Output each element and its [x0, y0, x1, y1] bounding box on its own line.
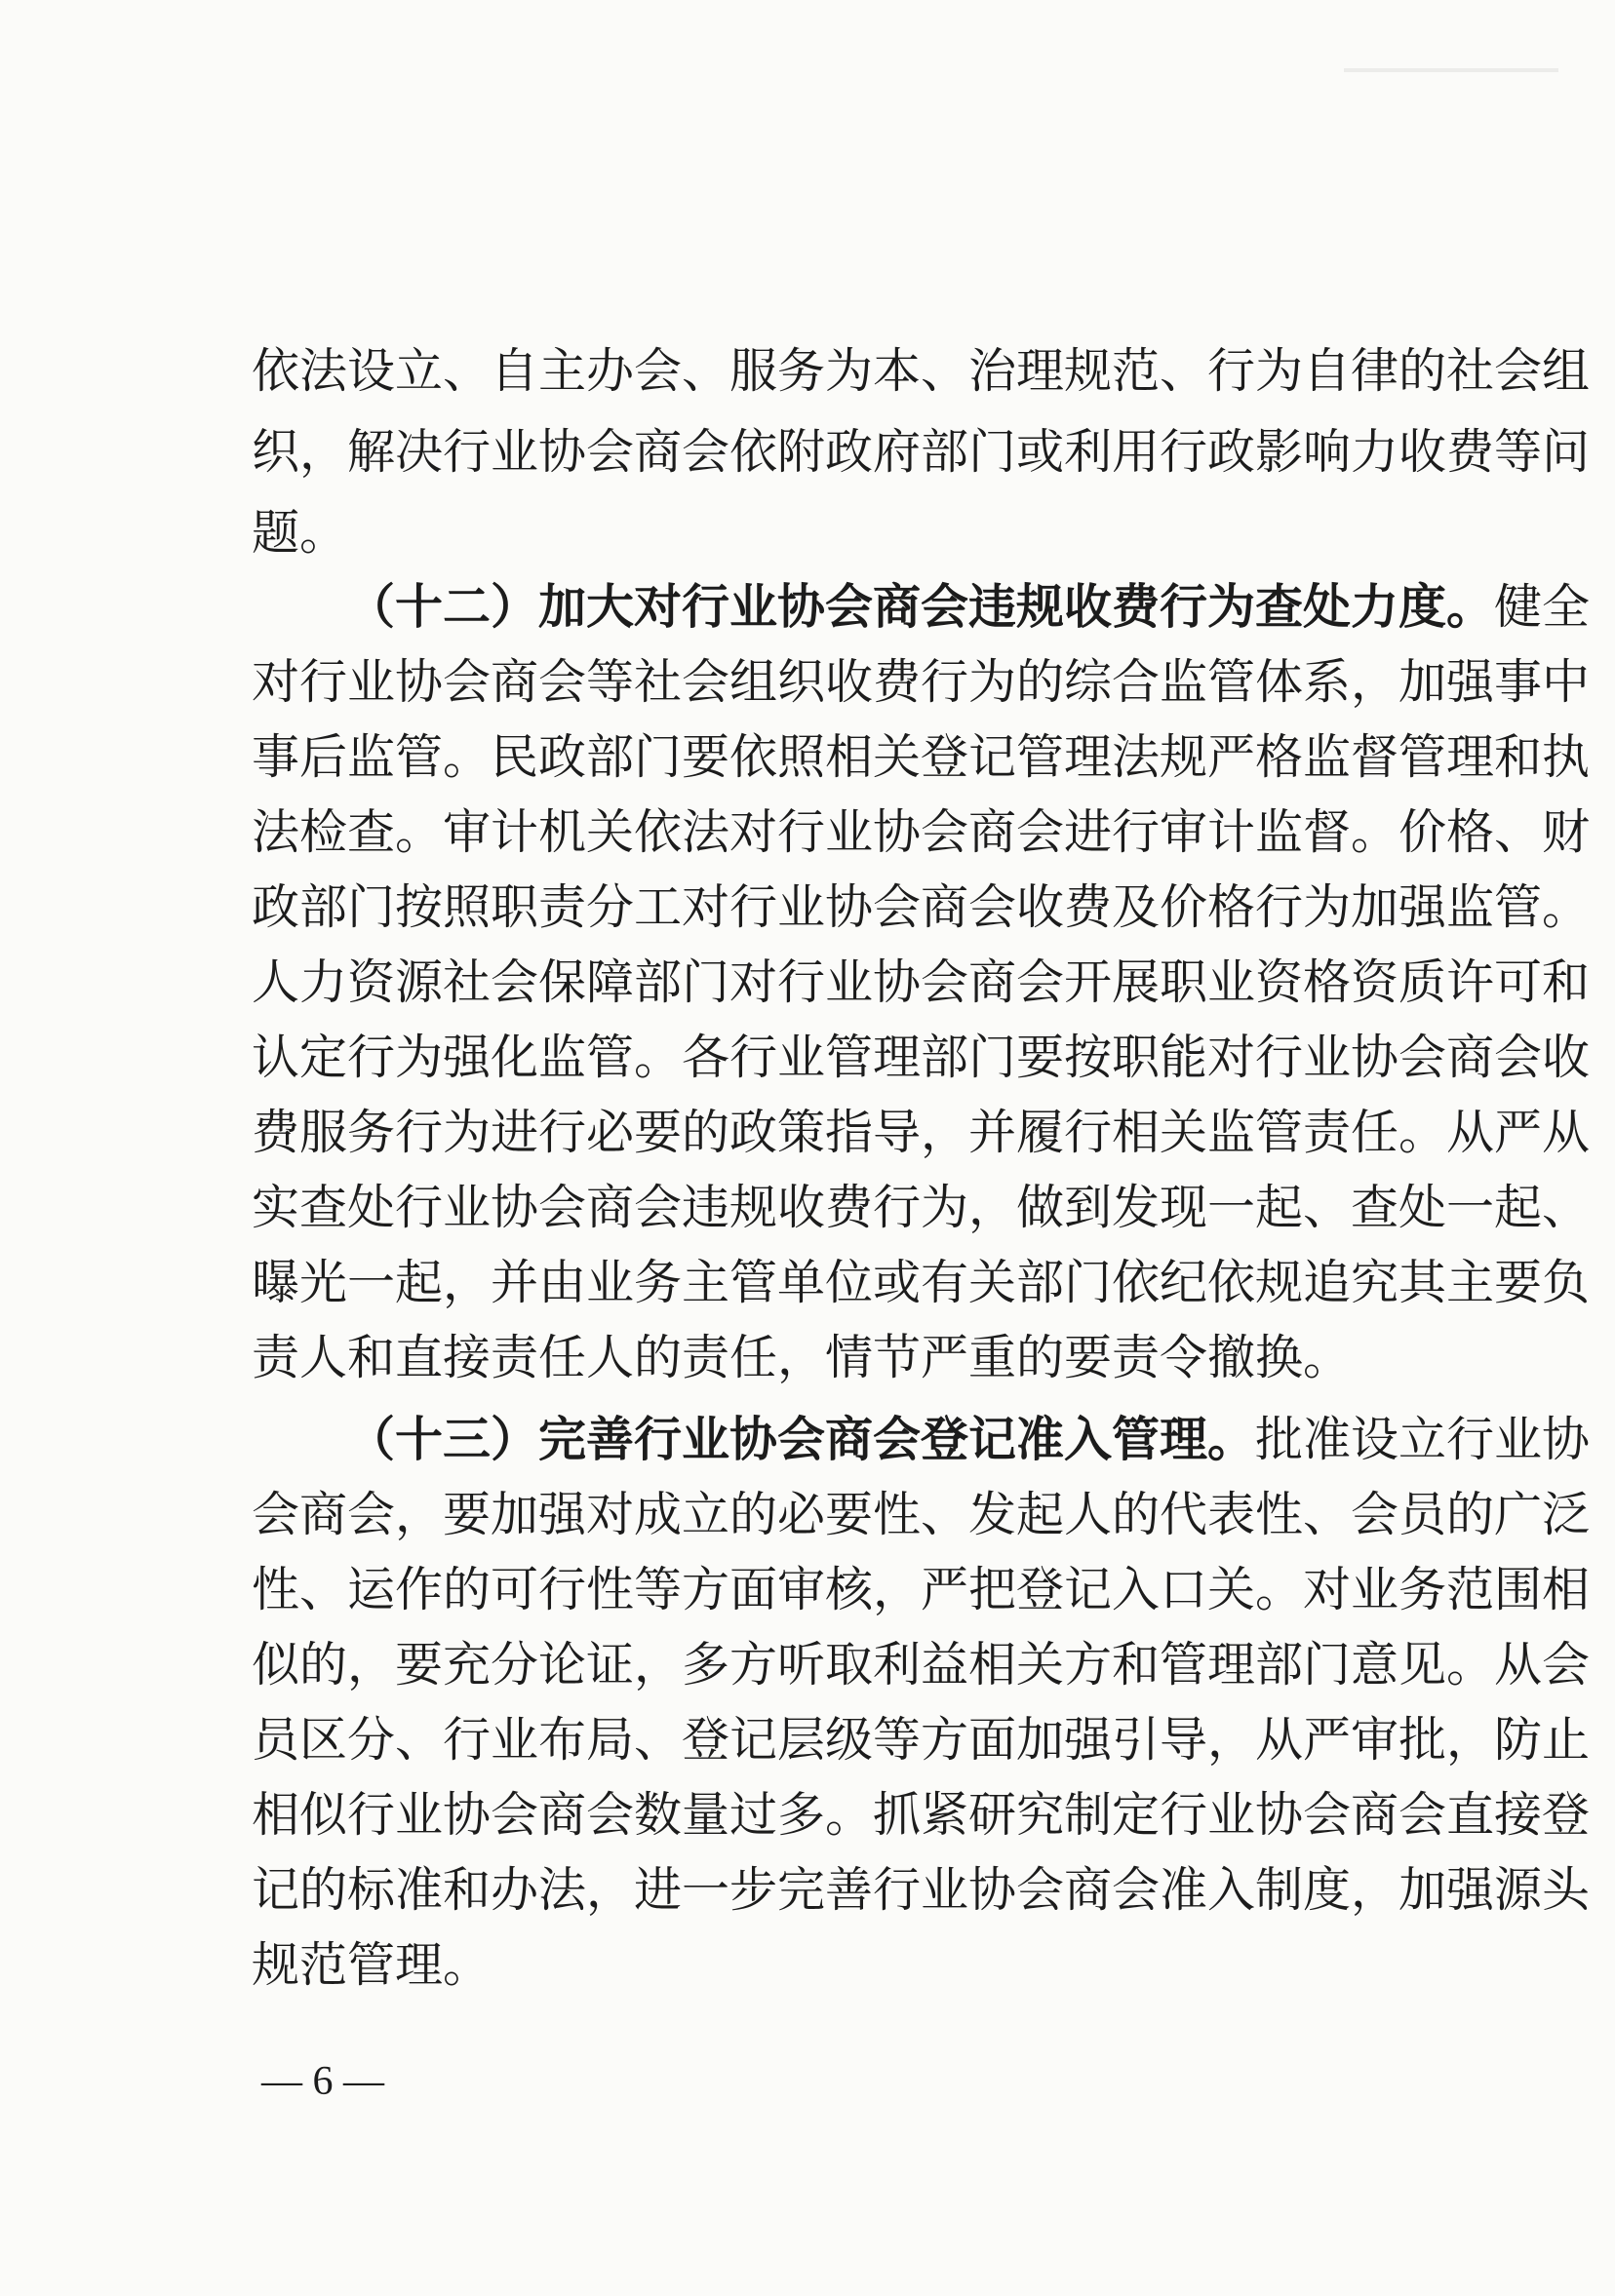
paragraph-line: 记的标准和办法，进一步完善行业协会商会准入制度，加强源头 — [252, 1862, 1591, 1918]
paragraph-line: 曝光一起，并由业务主管单位或有关部门依纪依规追究其主要负 — [252, 1255, 1591, 1310]
paragraph-line: 相似行业协会商会数量过多。抓紧研究制定行业协会商会直接登 — [252, 1787, 1591, 1843]
section-12-lead: 健全 — [1494, 579, 1591, 635]
paragraph-line: 实查处行业协会商会违规收费行为，做到发现一起、查处一起、 — [252, 1180, 1591, 1235]
paragraph-line: 依法设立、自主办会、服务为本、治理规范、行为自律的社会组 — [252, 343, 1591, 399]
paragraph-line: 认定行为强化监管。各行业管理部门要按职能对行业协会商会收 — [252, 1030, 1591, 1085]
paragraph-line: 费服务行为进行必要的政策指导，并履行相关监管责任。从严从 — [252, 1105, 1591, 1160]
section-12-heading: （十二）加大对行业协会商会违规收费行为查处力度。 — [347, 579, 1495, 635]
paragraph-line: 性、运作的可行性等方面审核，严把登记入口关。对业务范围相 — [252, 1562, 1591, 1617]
paragraph-line: 责人和直接责任人的责任，情节严重的要责令撤换。 — [252, 1330, 1352, 1385]
paragraph-line: 规范管理。 — [252, 1937, 492, 1993]
paragraph-line: 题。 — [252, 505, 348, 561]
page-number: — 6 — — [261, 2059, 384, 2104]
section-13-heading: （十三）完善行业协会商会登记准入管理。 — [347, 1412, 1256, 1467]
section-13-lead: 批准设立行业协 — [1255, 1412, 1591, 1467]
section-12-first-line — [347, 573, 1591, 642]
paragraph-line: 对行业协会商会等社会组织收费行为的综合监管体系，加强事中 — [252, 654, 1591, 710]
paragraph-line: 事后监管。民政部门要依照相关登记管理法规严格监督管理和执 — [252, 729, 1591, 785]
paragraph-line: 法检查。审计机关依法对行业协会商会进行审计监督。价格、财 — [252, 804, 1591, 860]
paragraph-line: 人力资源社会保障部门对行业协会商会开展职业资格资质许可和 — [252, 954, 1591, 1010]
paragraph-line: 会商会，要加强对成立的必要性、发起人的代表性、会员的广泛 — [252, 1487, 1591, 1542]
paragraph-line: 政部门按照职责分工对行业协会商会收费及价格行为加强监管。 — [252, 879, 1591, 935]
paragraph-line: 织，解决行业协会商会依附政府部门或利用行政影响力收费等问 — [252, 424, 1591, 480]
paragraph-line: 似的，要充分论证，多方听取利益相关方和管理部门意见。从会 — [252, 1637, 1591, 1693]
scan-artifact — [1344, 68, 1558, 72]
paragraph-line: 员区分、行业布局、登记层级等方面加强引导，从严审批，防止 — [252, 1712, 1591, 1768]
section-13-first-line — [347, 1406, 1591, 1474]
